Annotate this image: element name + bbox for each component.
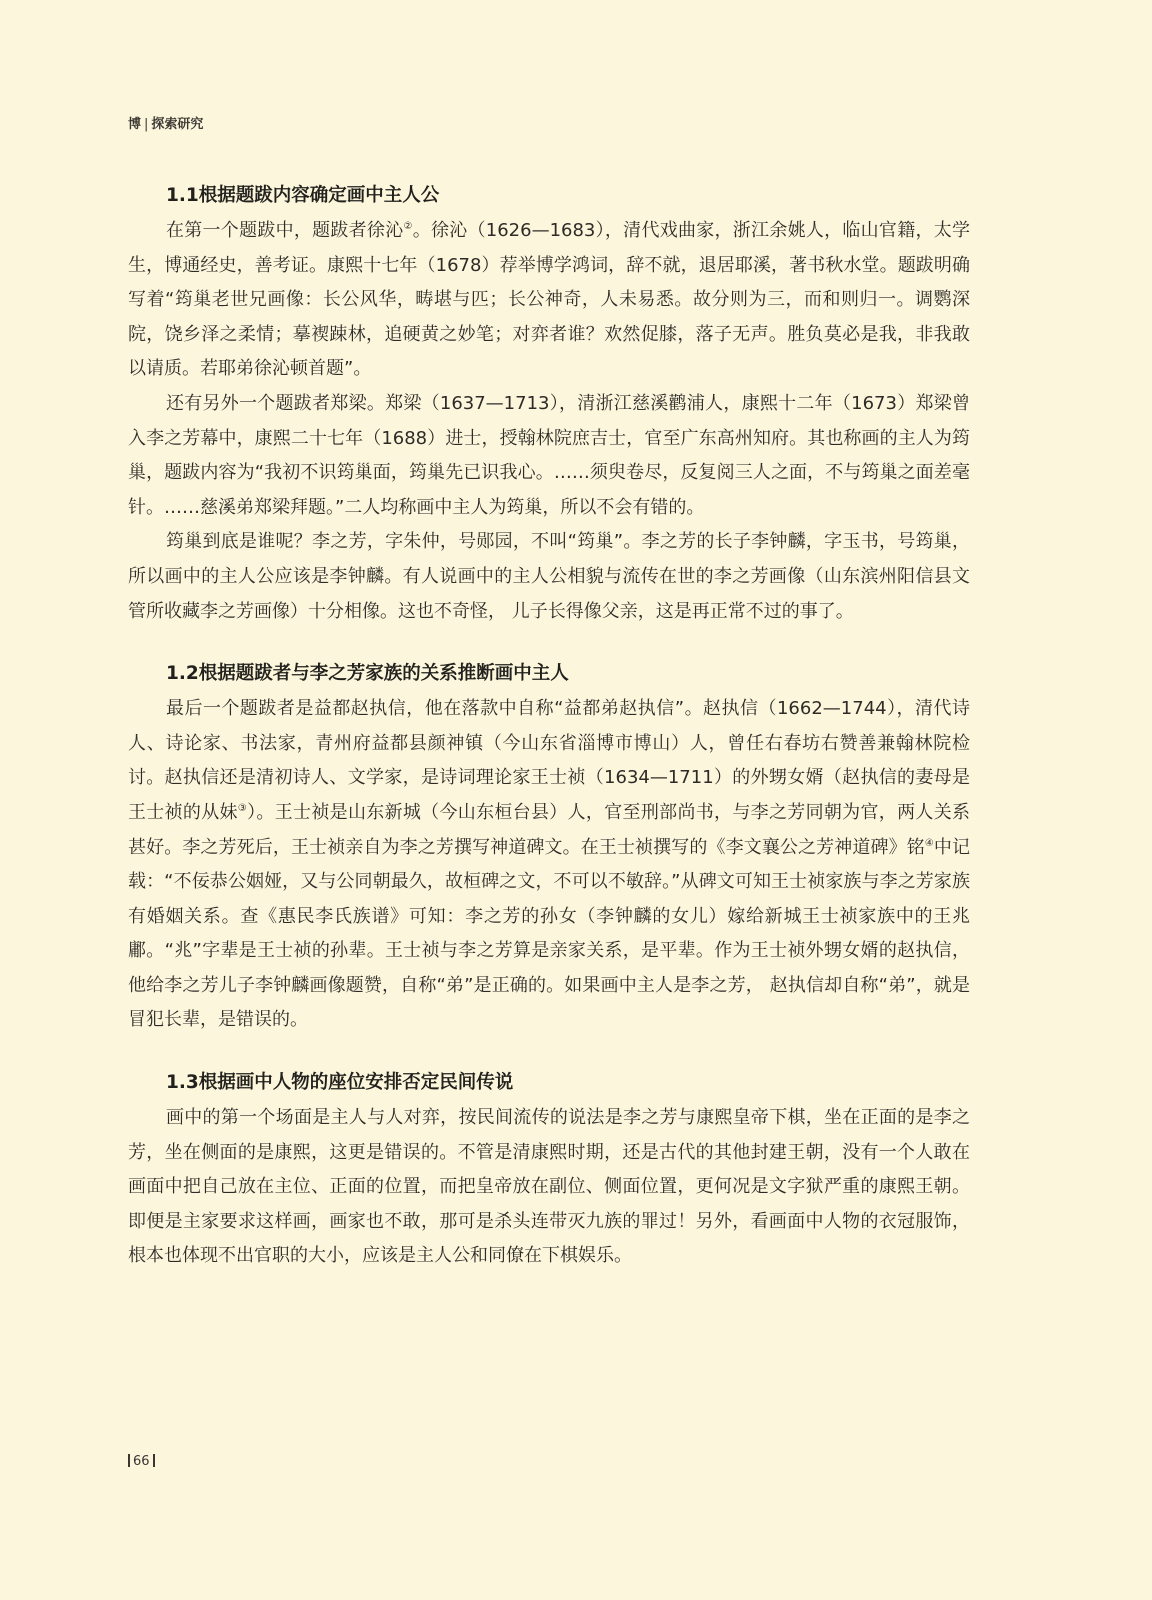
body-paragraph [128, 525, 970, 629]
header-separator: | [144, 117, 149, 132]
section-heading: 1.2根据题跋者与李之芳家族的关系推断画中主人 [166, 663, 569, 685]
section-heading: 1.1根据题跋内容确定画中主人公 [166, 185, 440, 206]
paragraph-text: 还有另外一个题跋者郑梁。郑梁（1637—1713），清浙江慈溪鹳浦人，康熙十二年（1673）郑梁曾入李之芳幕中，康熙二十七年（1688）进士，授翰林院庶吉士，官至广东高州知府。其也称画的主人为筠巢，题跋内容为“我初不识筠巢面，筠巢先已识我心。……须臾卷尽，反复阅三人之面，不与筠巢之面差毫针。……慈溪弟郑梁拜题。”二人均称画中主人为筠巢，所以不会有错的。 [128, 392, 970, 518]
paragraph-text: 中记载：“不佞恭公姻娅，又与公同朝最久，故桓碑之文，不可以不敏辞。”从碑文可知王士祯家族与李之芳家族有婚姻关系。查《惠民李氏族谱》可知：李之芳的孙女（李钟麟的女儿）嫁给新城王士祯家族中的王兆鄘。“兆”字辈是王士祯的孙辈。王士祯与李之芳算是亲家关系，是平辈。作为王士祯外甥女婿的赵执信，他给李之芳儿子李钟麟画像题赞，自称“弟”是正确的。如果画中主人是李之芳， 赵执信却自称“弟”，就是冒犯长辈，是错误的。 [128, 836, 970, 1031]
paragraph-text: 。徐沁（1626—1683），清代戏曲家，浙江余姚人，临山官籍，太学生，博通经史，善考证。康熙十七年（1678）荐举博学鸿词，辞不就，退居耶溪，著书秋水堂。题跋明确写着“筠巢老世兄画像：长公风华，畴堪与匹；长公神奇，人未易悉。故分则为三，而和则归一。调鹦深院，饶乡泽之柔情；摹褉踈林，追硬黄之妙笔；对弈者谁？欢然促膝，落子无声。胜负莫必是我，非我敢以请质。若耶弟徐沁顿首题”。 [128, 220, 970, 380]
paragraph-text: ）。王士祯是山东新城（今山东桓台县）人，官至刑部尚书，与李之芳同朝为官，两人关系甚好。李之芳死后，王士祯亲自为李之芳撰写神道碑文。在王士祯撰写的《李文襄公之芳神道碑》铭 [128, 801, 971, 858]
article-section [128, 178, 970, 629]
page-footer [125, 1454, 158, 1469]
article-section [128, 1065, 970, 1274]
article-body [128, 178, 970, 1274]
paragraph-text: 在第一个题跋中，题跋者徐沁 [166, 220, 404, 241]
footnote-marker: ④ [924, 837, 934, 849]
body-paragraph [128, 387, 970, 525]
footnote-marker: ② [403, 221, 413, 232]
section-heading: 1.3根据画中人物的座位安排否定民间传说 [166, 1072, 514, 1094]
body-paragraph [128, 214, 970, 387]
magazine-name: 博 [128, 117, 142, 132]
paragraph-text: 最后一个题跋者是益都赵执信，他在落款中自称“益都弟赵执信”。赵执信（1662—1744），清代诗人、诗论家、书法家，青州府益都县颜神镇（今山东省淄博市博山）人，曾任右春坊右赞善兼翰林院检讨。赵执信还是清初诗人、文学家，是诗词理论家王士祯（1634—1711）的外甥女婿（赵执信的妻母是王士祯的从妹 [128, 698, 970, 823]
page-number: 66 [133, 1454, 150, 1469]
paragraph-text: 画中的第一个场面是主人与人对弈，按民间流传的说法是李之芳与康熙皇帝下棋，坐在正面的是李之芳，坐在侧面的是康熙，这更是错误的。不管是清康熙时期，还是古代的其他封建王朝，没有一个人敢在画面中把自己放在主位、正面的位置，而把皇帝放在副位、侧面位置，更何况是文字狱严重的康熙王朝。即便是主家要求这样画，画家也不敢，那可是杀头连带灭九族的罪过！另外，看画面中人物的衣冠服饰， 根本也体现不出官职的大小，应该是主人公和同僚在下棋娱乐。 [128, 1107, 970, 1267]
footnote-marker: ③ [237, 802, 248, 814]
body-paragraph [128, 1101, 970, 1274]
running-header [128, 113, 203, 132]
page-number-right-rule [153, 1454, 155, 1467]
body-paragraph [128, 692, 970, 1038]
page-number-left-rule [128, 1454, 130, 1467]
paragraph-text: 筠巢到底是谁呢？李之芳，字朱仲，号郧园，不叫“筠巢”。李之芳的长子李钟麟，字玉书，号筠巢，所以画中的主人公应该是李钟麟。有人说画中的主人公相貌与流传在世的李之芳画像（山东滨州阳信县文管所收藏李之芳画像）十分相像。这也不奇怪， 儿子长得像父亲，这是再正常不过的事了。 [128, 531, 970, 622]
column-title: 探索研究 [151, 117, 204, 132]
article-section [128, 656, 970, 1038]
